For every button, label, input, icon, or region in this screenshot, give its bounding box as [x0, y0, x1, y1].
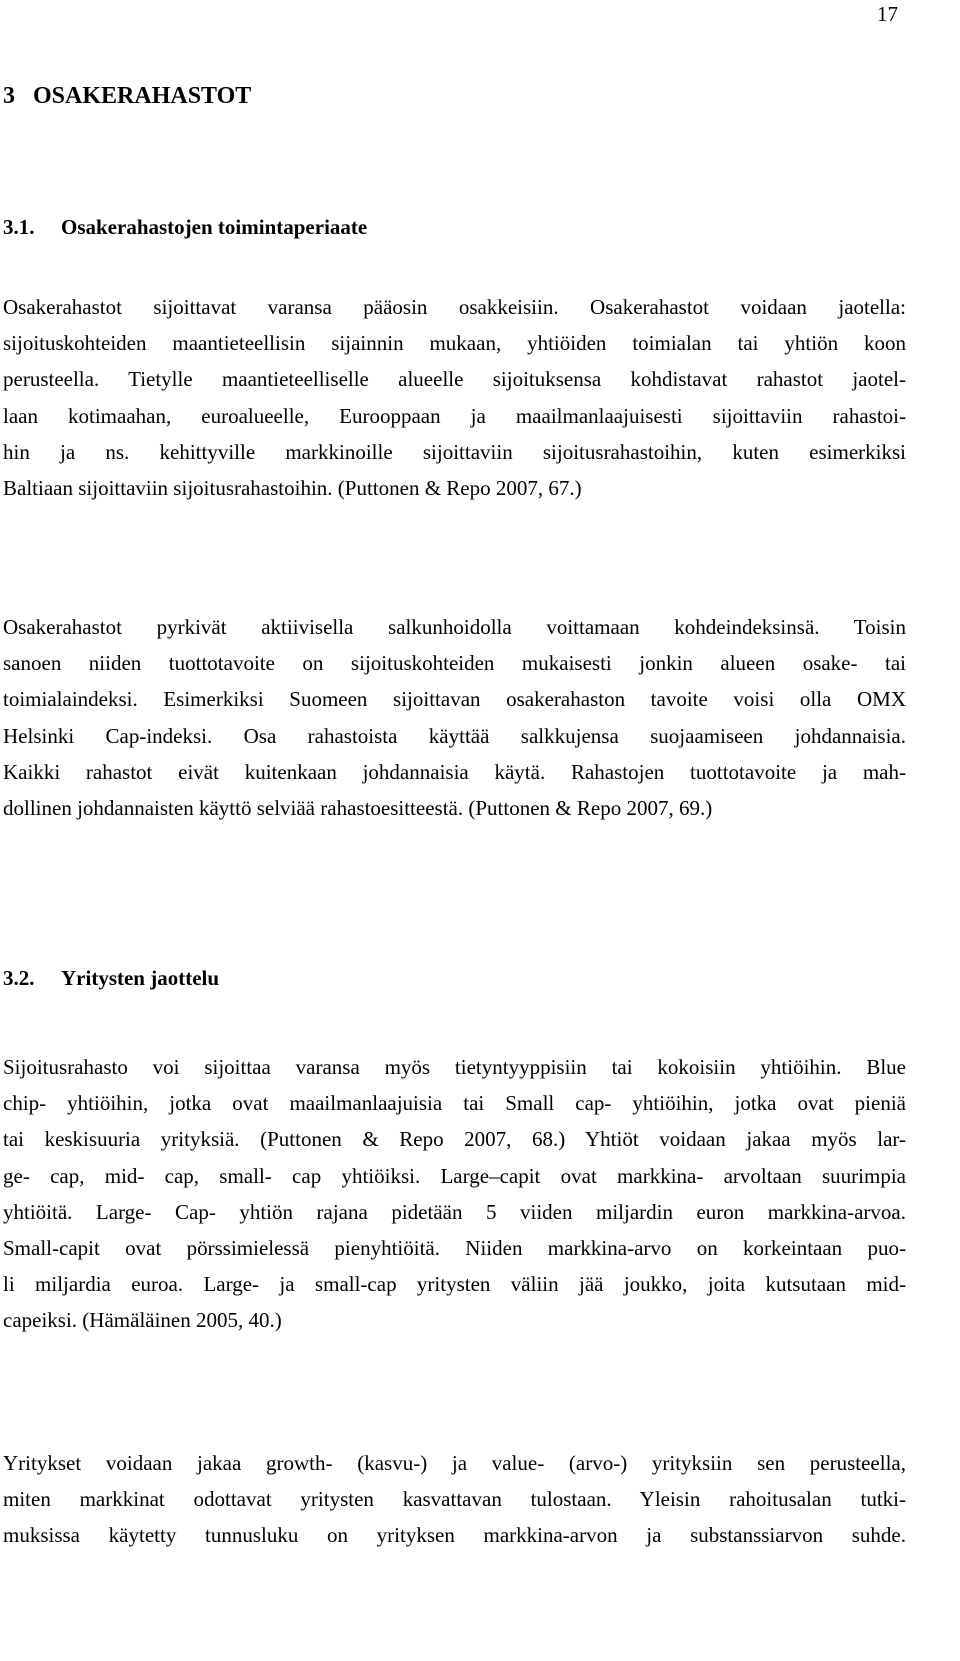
text-line: li miljardia euroa. Large- ja small-cap yritysten väliin jää joukko, joita kutsutaan mid-: [3, 1272, 906, 1297]
paragraph-growth-value: [3, 1445, 906, 1554]
text-line: Baltiaan sijoittaviin sijoitusrahastoihin. (Puttonen & Repo 2007, 67.): [3, 476, 582, 501]
paragraph-fund-principles: [3, 289, 906, 506]
page-number: 17: [877, 2, 898, 26]
paragraph-active-management: [3, 609, 906, 826]
section-title-3-1: [3, 215, 367, 240]
text-line: Yritykset voidaan jakaa growth- (kasvu-) ja value- (arvo-) yrityksiin sen perusteella,: [3, 1451, 906, 1475]
text-line: dollinen johdannaisten käyttö selviää rahastoesitteestä. (Puttonen & Repo 2007, 69.): [3, 796, 713, 821]
text-line: Osakerahastot pyrkivät aktiivisella salkunhoidolla voittamaan kohdeindeksinsä. Toisin: [3, 615, 906, 639]
text-line: Small-capit ovat pörssimielessä pienyhtiöitä. Niiden markkina-arvo on korkeintaan puo-: [3, 1236, 906, 1261]
section-heading: Osakerahastojen toimintaperiaate: [61, 215, 368, 239]
section-title-3-2: [3, 966, 219, 991]
text-line: chip- yhtiöihin, jotka ovat maailmanlaajuisia tai Small cap- yhtiöihin, jotka ovat pieniä: [3, 1091, 906, 1116]
text-line: hin ja ns. kehittyville markkinoille sijoittaviin sijoitusrahastoihin, kuten esimerkiksi: [3, 439, 906, 464]
text-line: sijoituskohteiden maantieteellisin sijainnin mukaan, yhtiöiden toimialan tai yhtiön koon: [3, 331, 906, 356]
text-line: sanoen niiden tuottotavoite on sijoituskohteiden mukaisesti jonkin alueen osake- tai: [3, 651, 906, 676]
text-line: capeiksi. (Hämäläinen 2005, 40.): [3, 1308, 282, 1333]
paragraph-company-size: [3, 1049, 906, 1339]
text-line: tai keskisuuria yrityksiä. (Puttonen & Repo 2007, 68.) Yhtiöt voidaan jakaa myös lar-: [3, 1127, 906, 1152]
text-line: Sijoitusrahasto voi sijoittaa varansa myös tietyntyyppisiin tai kokoisiin yhtiöihin. Blue: [3, 1055, 906, 1079]
text-line: perusteella. Tietylle maantieteelliselle alueelle sijoituksensa kohdistavat rahastot jaotel-: [3, 367, 906, 392]
text-line: Kaikki rahastot eivät kuitenkaan johdannaisia käytä. Rahastojen tuottotavoite ja mah-: [3, 759, 906, 784]
text-line: toimialaindeksi. Esimerkiksi Suomeen sijoittavan osakerahaston tavoite voisi olla OMX: [3, 687, 906, 712]
text-line: yhtiöitä. Large- Cap- yhtiön rajana pidetään 5 viiden miljardin euron markkina-arvoa.: [3, 1199, 906, 1224]
chapter-title: 3 OSAKERAHASTOT: [3, 83, 252, 109]
section-number: 3.2.: [3, 966, 35, 990]
text-line: Osakerahastot sijoittavat varansa pääosin osakkeisiin. Osakerahastot voidaan jaotella:: [3, 295, 906, 319]
text-line: ge- cap, mid- cap, small- cap yhtiöiksi. Large–capit ovat markkina- arvoltaan suurimpia: [3, 1163, 906, 1188]
text-line: laan kotimaahan, euroalueelle, Eurooppaan ja maailmanlaajuisesti sijoittaviin rahastoi-: [3, 403, 906, 428]
section-number: 3.1.: [3, 215, 35, 239]
text-line: Helsinki Cap-indeksi. Osa rahastoista käyttää salkkujensa suojaamiseen johdannaisia.: [3, 723, 906, 748]
text-line: miten markkinat odottavat yritysten kasvattavan tulostaan. Yleisin rahoitusalan tutki-: [3, 1487, 906, 1512]
text-line: muksissa käytetty tunnusluku on yrityksen markkina-arvon ja substanssiarvon suhde.: [3, 1523, 906, 1548]
section-heading: Yritysten jaottelu: [61, 966, 220, 990]
